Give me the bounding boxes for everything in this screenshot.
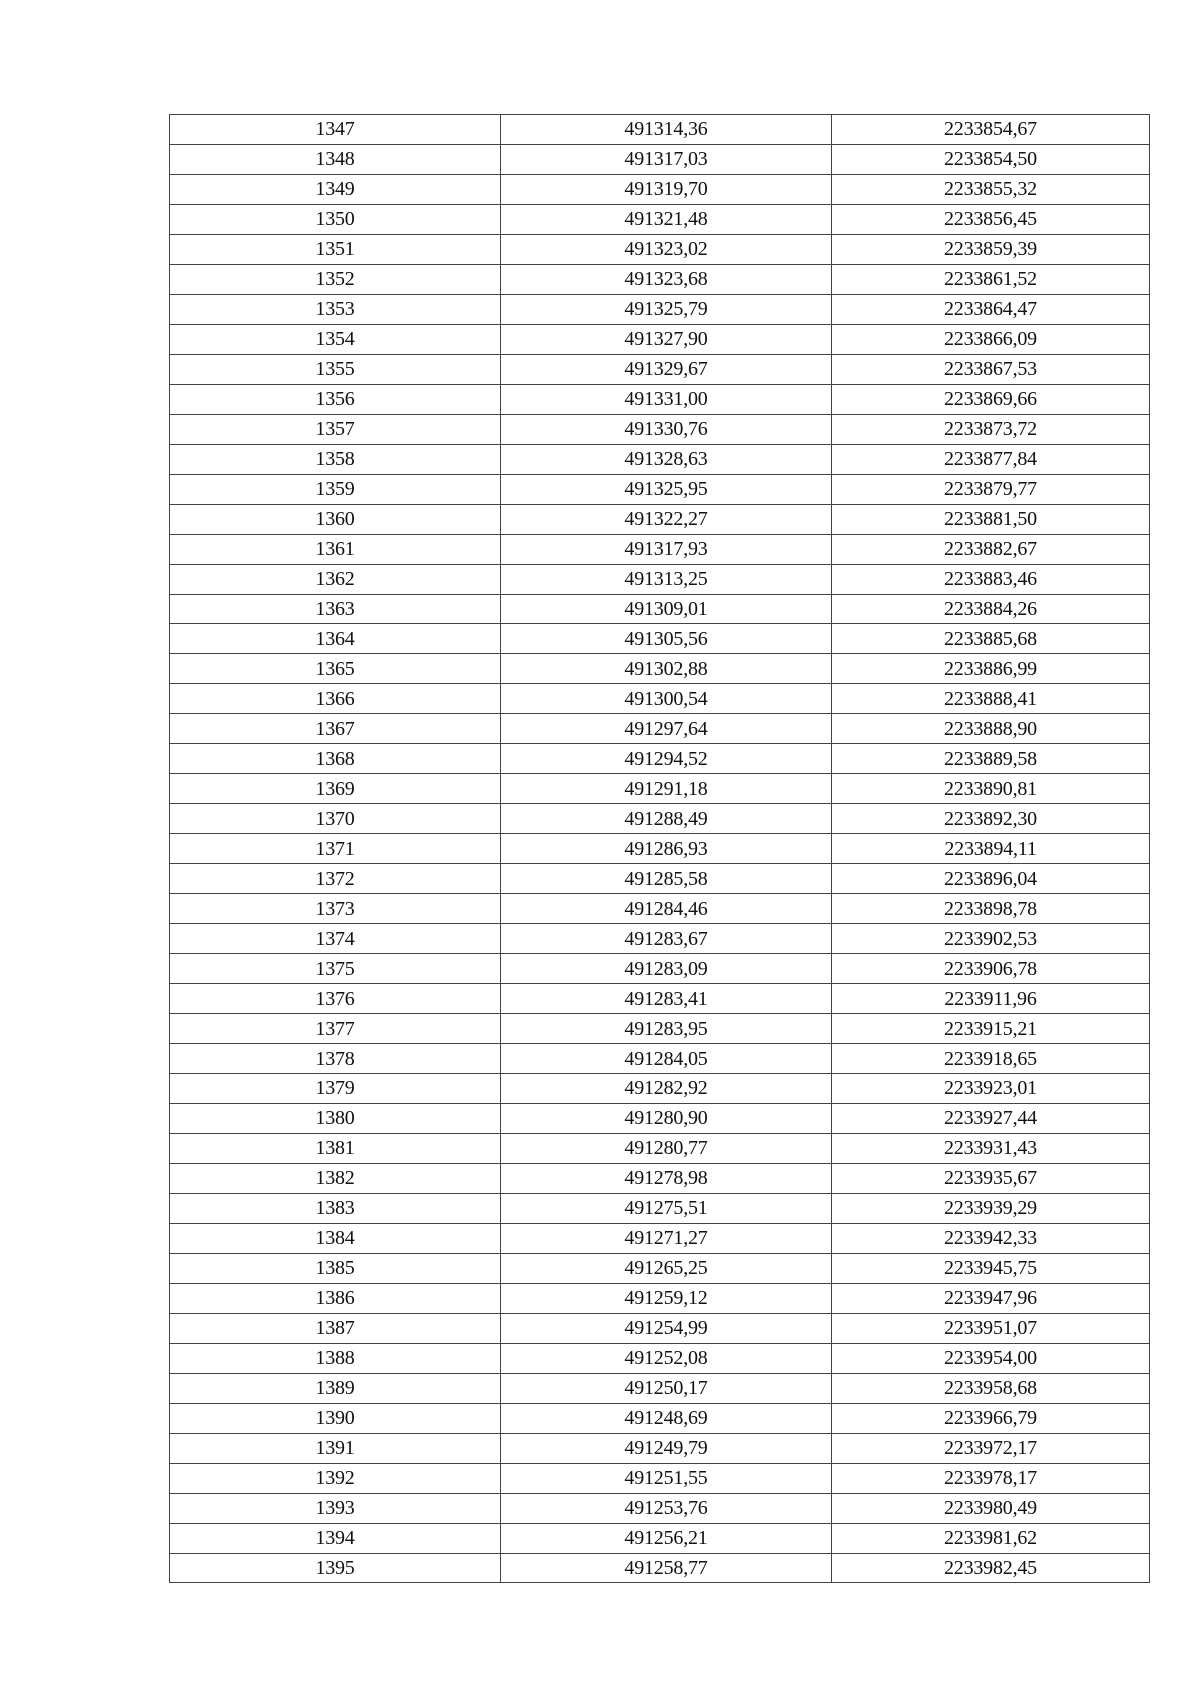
x-coordinate-cell: 491265,25 — [501, 1253, 832, 1283]
table-row — [170, 474, 1150, 504]
point-number-cell: 1383 — [170, 1193, 501, 1223]
x-coordinate-cell: 491331,00 — [501, 384, 832, 414]
coordinates-table-body — [170, 115, 1150, 1583]
y-coordinate-cell: 2233888,41 — [832, 684, 1150, 714]
y-coordinate-cell: 2233882,67 — [832, 534, 1150, 564]
table-row — [170, 1253, 1150, 1283]
x-coordinate-cell: 491278,98 — [501, 1163, 832, 1193]
point-number-cell: 1389 — [170, 1373, 501, 1403]
point-number-cell: 1374 — [170, 924, 501, 954]
x-coordinate-cell: 491251,55 — [501, 1463, 832, 1493]
point-number-cell: 1372 — [170, 864, 501, 894]
point-number-cell: 1355 — [170, 354, 501, 384]
point-number-cell: 1376 — [170, 984, 501, 1014]
table-row — [170, 774, 1150, 804]
x-coordinate-cell: 491283,95 — [501, 1014, 832, 1044]
table-row — [170, 1193, 1150, 1223]
table-row — [170, 1044, 1150, 1074]
point-number-cell: 1391 — [170, 1433, 501, 1463]
point-number-cell: 1390 — [170, 1403, 501, 1433]
table-row — [170, 1103, 1150, 1133]
x-coordinate-cell: 491330,76 — [501, 414, 832, 444]
table-row — [170, 834, 1150, 864]
point-number-cell: 1377 — [170, 1014, 501, 1044]
y-coordinate-cell: 2233972,17 — [832, 1433, 1150, 1463]
table-row — [170, 1283, 1150, 1313]
y-coordinate-cell: 2233935,67 — [832, 1163, 1150, 1193]
y-coordinate-cell: 2233877,84 — [832, 444, 1150, 474]
table-row — [170, 444, 1150, 474]
y-coordinate-cell: 2233889,58 — [832, 744, 1150, 774]
table-row — [170, 864, 1150, 894]
point-number-cell: 1373 — [170, 894, 501, 924]
point-number-cell: 1348 — [170, 144, 501, 174]
x-coordinate-cell: 491297,64 — [501, 714, 832, 744]
table-row — [170, 174, 1150, 204]
x-coordinate-cell: 491282,92 — [501, 1074, 832, 1104]
table-row — [170, 414, 1150, 444]
x-coordinate-cell: 491288,49 — [501, 804, 832, 834]
table-row — [170, 654, 1150, 684]
x-coordinate-cell: 491329,67 — [501, 354, 832, 384]
x-coordinate-cell: 491280,90 — [501, 1103, 832, 1133]
x-coordinate-cell: 491317,93 — [501, 534, 832, 564]
x-coordinate-cell: 491252,08 — [501, 1343, 832, 1373]
y-coordinate-cell: 2233869,66 — [832, 384, 1150, 414]
x-coordinate-cell: 491323,68 — [501, 264, 832, 294]
table-row — [170, 1523, 1150, 1553]
x-coordinate-cell: 491280,77 — [501, 1133, 832, 1163]
x-coordinate-cell: 491275,51 — [501, 1193, 832, 1223]
x-coordinate-cell: 491256,21 — [501, 1523, 832, 1553]
y-coordinate-cell: 2233982,45 — [832, 1553, 1150, 1583]
x-coordinate-cell: 491258,77 — [501, 1553, 832, 1583]
y-coordinate-cell: 2233884,26 — [832, 594, 1150, 624]
y-coordinate-cell: 2233854,67 — [832, 115, 1150, 145]
y-coordinate-cell: 2233864,47 — [832, 294, 1150, 324]
x-coordinate-cell: 491322,27 — [501, 504, 832, 534]
table-row — [170, 564, 1150, 594]
table-row — [170, 1074, 1150, 1104]
table-row — [170, 714, 1150, 744]
point-number-cell: 1379 — [170, 1074, 501, 1104]
y-coordinate-cell: 2233879,77 — [832, 474, 1150, 504]
table-row — [170, 744, 1150, 774]
table-row — [170, 1223, 1150, 1253]
table-row — [170, 204, 1150, 234]
x-coordinate-cell: 491300,54 — [501, 684, 832, 714]
coordinates-table — [169, 114, 1150, 1583]
point-number-cell: 1358 — [170, 444, 501, 474]
y-coordinate-cell: 2233923,01 — [832, 1074, 1150, 1104]
y-coordinate-cell: 2233966,79 — [832, 1403, 1150, 1433]
point-number-cell: 1360 — [170, 504, 501, 534]
point-number-cell: 1385 — [170, 1253, 501, 1283]
x-coordinate-cell: 491305,56 — [501, 624, 832, 654]
y-coordinate-cell: 2233945,75 — [832, 1253, 1150, 1283]
point-number-cell: 1380 — [170, 1103, 501, 1133]
y-coordinate-cell: 2233911,96 — [832, 984, 1150, 1014]
table-row — [170, 1163, 1150, 1193]
table-row — [170, 144, 1150, 174]
x-coordinate-cell: 491283,09 — [501, 954, 832, 984]
point-number-cell: 1349 — [170, 174, 501, 204]
x-coordinate-cell: 491248,69 — [501, 1403, 832, 1433]
y-coordinate-cell: 2233894,11 — [832, 834, 1150, 864]
table-row — [170, 1343, 1150, 1373]
x-coordinate-cell: 491314,36 — [501, 115, 832, 145]
y-coordinate-cell: 2233978,17 — [832, 1463, 1150, 1493]
table-row — [170, 1014, 1150, 1044]
table-row — [170, 924, 1150, 954]
table-row — [170, 1463, 1150, 1493]
point-number-cell: 1356 — [170, 384, 501, 414]
x-coordinate-cell: 491253,76 — [501, 1493, 832, 1523]
x-coordinate-cell: 491283,41 — [501, 984, 832, 1014]
y-coordinate-cell: 2233883,46 — [832, 564, 1150, 594]
table-row — [170, 1133, 1150, 1163]
point-number-cell: 1371 — [170, 834, 501, 864]
point-number-cell: 1357 — [170, 414, 501, 444]
x-coordinate-cell: 491294,52 — [501, 744, 832, 774]
x-coordinate-cell: 491325,79 — [501, 294, 832, 324]
x-coordinate-cell: 491328,63 — [501, 444, 832, 474]
y-coordinate-cell: 2233981,62 — [832, 1523, 1150, 1553]
point-number-cell: 1354 — [170, 324, 501, 354]
y-coordinate-cell: 2233873,72 — [832, 414, 1150, 444]
point-number-cell: 1362 — [170, 564, 501, 594]
table-row — [170, 384, 1150, 414]
table-row — [170, 264, 1150, 294]
point-number-cell: 1395 — [170, 1553, 501, 1583]
point-number-cell: 1361 — [170, 534, 501, 564]
y-coordinate-cell: 2233942,33 — [832, 1223, 1150, 1253]
point-number-cell: 1378 — [170, 1044, 501, 1074]
y-coordinate-cell: 2233939,29 — [832, 1193, 1150, 1223]
y-coordinate-cell: 2233980,49 — [832, 1493, 1150, 1523]
point-number-cell: 1386 — [170, 1283, 501, 1313]
table-row — [170, 804, 1150, 834]
y-coordinate-cell: 2233954,00 — [832, 1343, 1150, 1373]
point-number-cell: 1366 — [170, 684, 501, 714]
y-coordinate-cell: 2233854,50 — [832, 144, 1150, 174]
point-number-cell: 1387 — [170, 1313, 501, 1343]
x-coordinate-cell: 491271,27 — [501, 1223, 832, 1253]
point-number-cell: 1351 — [170, 234, 501, 264]
table-row — [170, 954, 1150, 984]
point-number-cell: 1392 — [170, 1463, 501, 1493]
y-coordinate-cell: 2233856,45 — [832, 204, 1150, 234]
y-coordinate-cell: 2233885,68 — [832, 624, 1150, 654]
x-coordinate-cell: 491321,48 — [501, 204, 832, 234]
table-row — [170, 1313, 1150, 1343]
x-coordinate-cell: 491285,58 — [501, 864, 832, 894]
x-coordinate-cell: 491250,17 — [501, 1373, 832, 1403]
point-number-cell: 1347 — [170, 115, 501, 145]
y-coordinate-cell: 2233888,90 — [832, 714, 1150, 744]
point-number-cell: 1381 — [170, 1133, 501, 1163]
x-coordinate-cell: 491284,05 — [501, 1044, 832, 1074]
point-number-cell: 1352 — [170, 264, 501, 294]
y-coordinate-cell: 2233915,21 — [832, 1014, 1150, 1044]
table-row — [170, 684, 1150, 714]
x-coordinate-cell: 491313,25 — [501, 564, 832, 594]
table-row — [170, 1433, 1150, 1463]
point-number-cell: 1382 — [170, 1163, 501, 1193]
y-coordinate-cell: 2233898,78 — [832, 894, 1150, 924]
y-coordinate-cell: 2233861,52 — [832, 264, 1150, 294]
y-coordinate-cell: 2233951,07 — [832, 1313, 1150, 1343]
table-row — [170, 984, 1150, 1014]
point-number-cell: 1367 — [170, 714, 501, 744]
y-coordinate-cell: 2233896,04 — [832, 864, 1150, 894]
x-coordinate-cell: 491286,93 — [501, 834, 832, 864]
x-coordinate-cell: 491309,01 — [501, 594, 832, 624]
x-coordinate-cell: 491327,90 — [501, 324, 832, 354]
point-number-cell: 1375 — [170, 954, 501, 984]
y-coordinate-cell: 2233918,65 — [832, 1044, 1150, 1074]
x-coordinate-cell: 491259,12 — [501, 1283, 832, 1313]
y-coordinate-cell: 2233958,68 — [832, 1373, 1150, 1403]
point-number-cell: 1359 — [170, 474, 501, 504]
point-number-cell: 1363 — [170, 594, 501, 624]
table-row — [170, 234, 1150, 264]
point-number-cell: 1388 — [170, 1343, 501, 1373]
x-coordinate-cell: 491284,46 — [501, 894, 832, 924]
point-number-cell: 1365 — [170, 654, 501, 684]
point-number-cell: 1350 — [170, 204, 501, 234]
x-coordinate-cell: 491325,95 — [501, 474, 832, 504]
y-coordinate-cell: 2233902,53 — [832, 924, 1150, 954]
table-row — [170, 894, 1150, 924]
y-coordinate-cell: 2233927,44 — [832, 1103, 1150, 1133]
y-coordinate-cell: 2233947,96 — [832, 1283, 1150, 1313]
point-number-cell: 1364 — [170, 624, 501, 654]
x-coordinate-cell: 491283,67 — [501, 924, 832, 954]
table-row — [170, 1553, 1150, 1583]
y-coordinate-cell: 2233881,50 — [832, 504, 1150, 534]
y-coordinate-cell: 2233931,43 — [832, 1133, 1150, 1163]
y-coordinate-cell: 2233866,09 — [832, 324, 1150, 354]
table-row — [170, 624, 1150, 654]
y-coordinate-cell: 2233855,32 — [832, 174, 1150, 204]
point-number-cell: 1394 — [170, 1523, 501, 1553]
table-row — [170, 1373, 1150, 1403]
table-row — [170, 354, 1150, 384]
table-row — [170, 1403, 1150, 1433]
point-number-cell: 1369 — [170, 774, 501, 804]
y-coordinate-cell: 2233867,53 — [832, 354, 1150, 384]
y-coordinate-cell: 2233906,78 — [832, 954, 1150, 984]
point-number-cell: 1368 — [170, 744, 501, 774]
table-row — [170, 534, 1150, 564]
point-number-cell: 1384 — [170, 1223, 501, 1253]
y-coordinate-cell: 2233886,99 — [832, 654, 1150, 684]
table-row — [170, 594, 1150, 624]
table-row — [170, 294, 1150, 324]
point-number-cell: 1353 — [170, 294, 501, 324]
x-coordinate-cell: 491323,02 — [501, 234, 832, 264]
point-number-cell: 1370 — [170, 804, 501, 834]
x-coordinate-cell: 491254,99 — [501, 1313, 832, 1343]
table-row — [170, 1493, 1150, 1523]
x-coordinate-cell: 491291,18 — [501, 774, 832, 804]
x-coordinate-cell: 491249,79 — [501, 1433, 832, 1463]
x-coordinate-cell: 491317,03 — [501, 144, 832, 174]
y-coordinate-cell: 2233892,30 — [832, 804, 1150, 834]
table-row — [170, 504, 1150, 534]
x-coordinate-cell: 491302,88 — [501, 654, 832, 684]
table-row — [170, 324, 1150, 354]
y-coordinate-cell: 2233859,39 — [832, 234, 1150, 264]
x-coordinate-cell: 491319,70 — [501, 174, 832, 204]
point-number-cell: 1393 — [170, 1493, 501, 1523]
y-coordinate-cell: 2233890,81 — [832, 774, 1150, 804]
table-row — [170, 115, 1150, 145]
